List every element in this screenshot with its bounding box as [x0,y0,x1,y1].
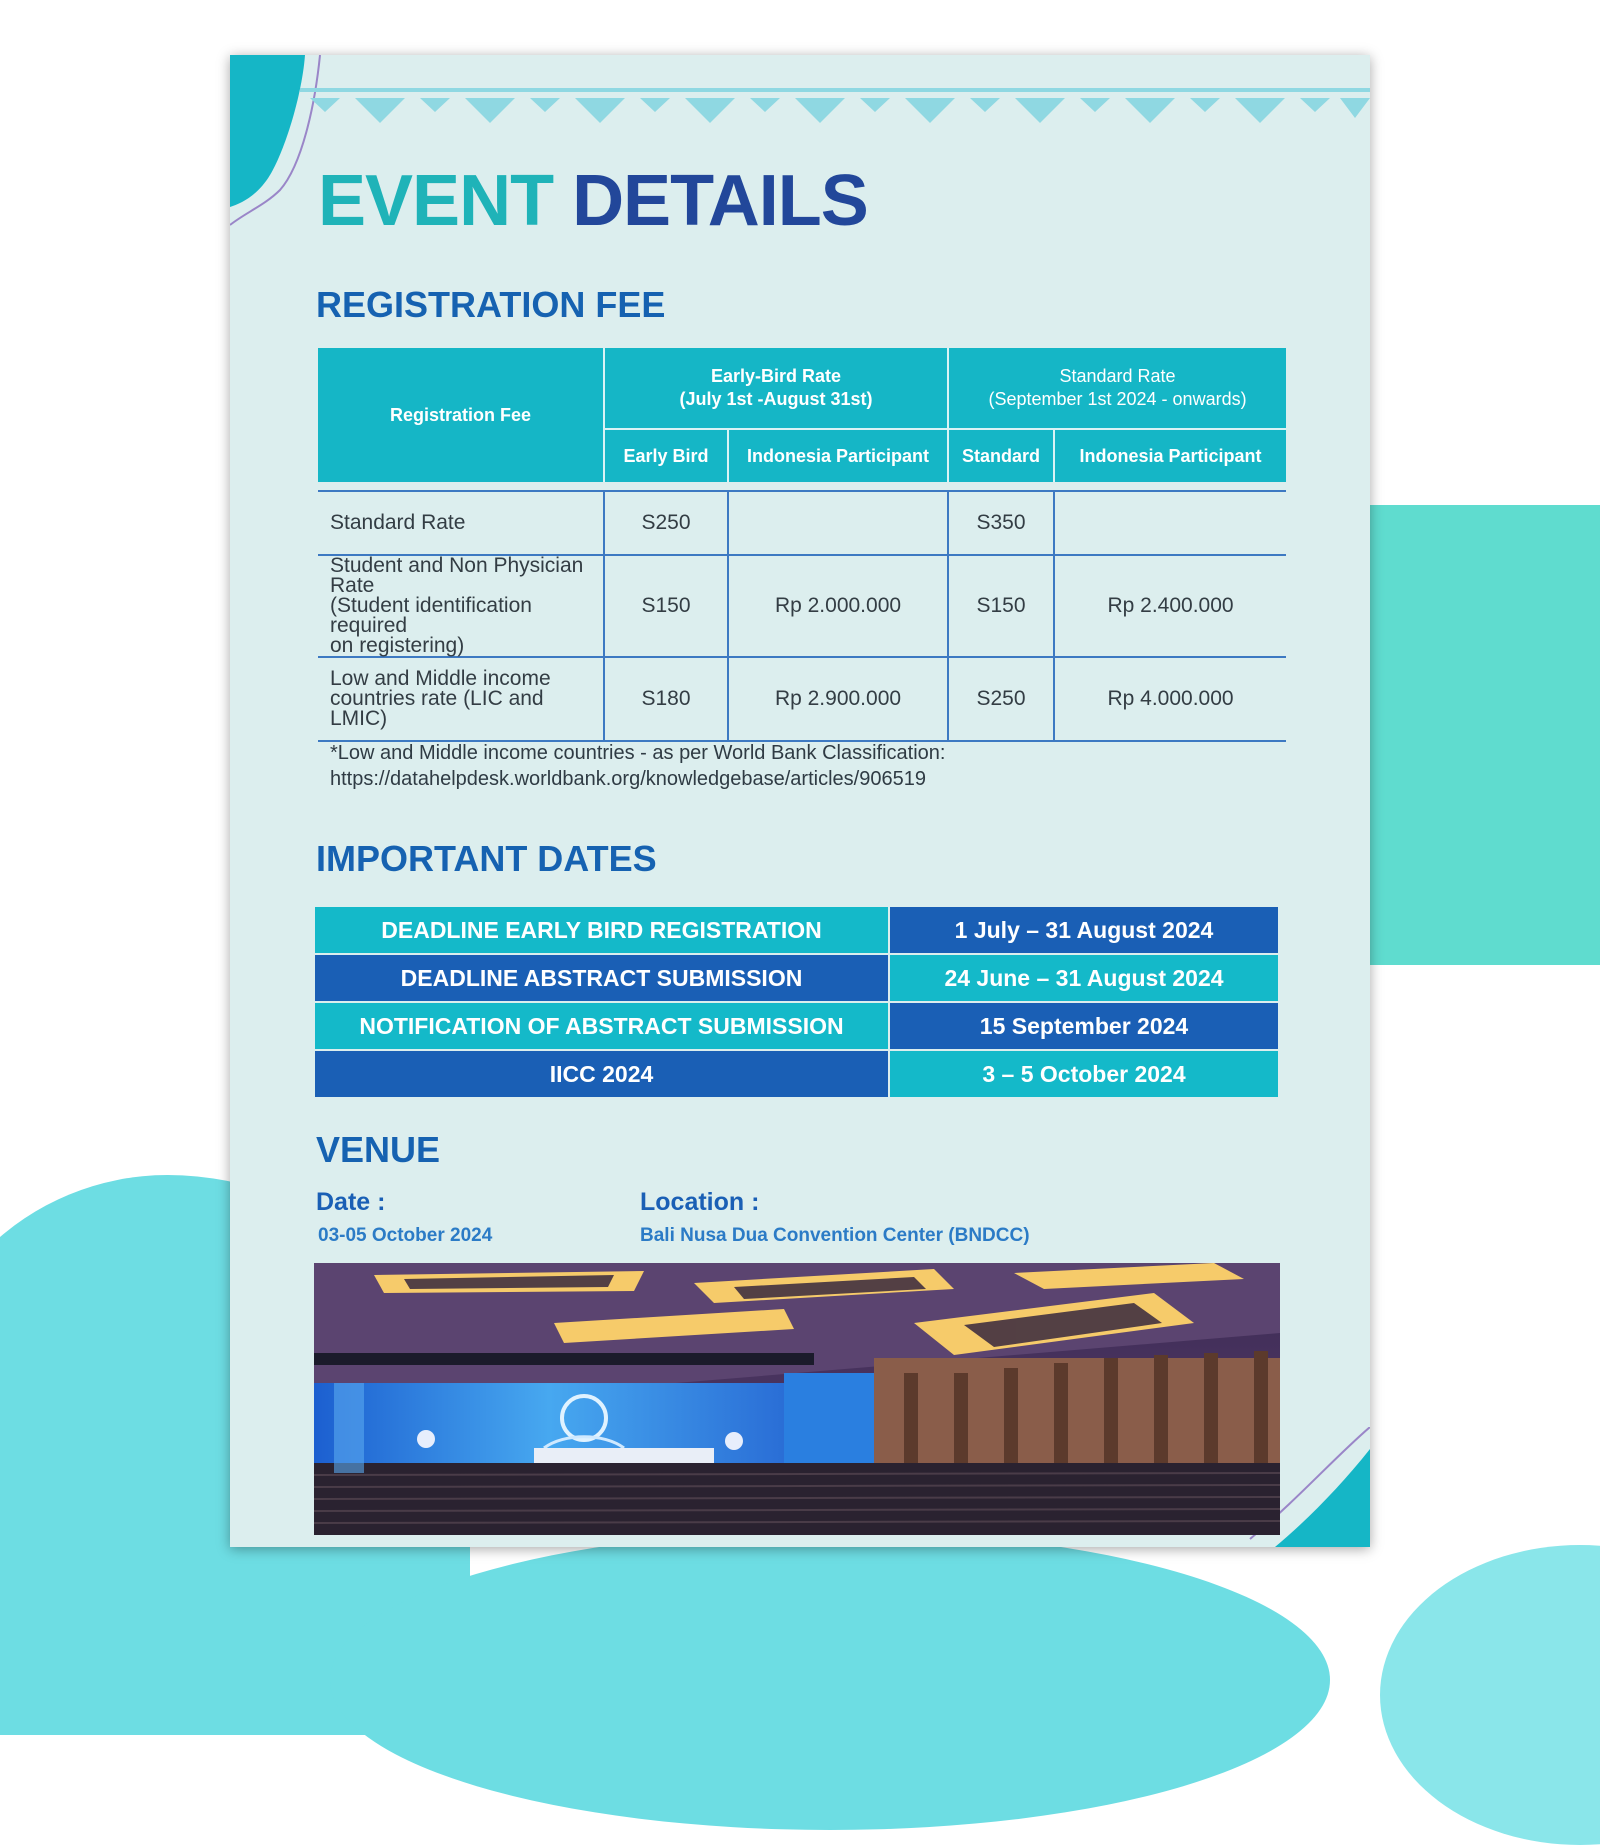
cell-standard: S150 [948,555,1054,657]
venue-photo [314,1263,1280,1535]
table-row [318,555,1286,657]
header-early-indonesia-participant: Indonesia Participant [728,429,948,482]
table-row [315,1002,1278,1050]
background-blob-bottom [330,1530,1330,1830]
table-row [318,657,1286,741]
table-row [318,491,1286,555]
registration-fee-heading: REGISTRATION FEE [316,284,666,325]
convention-hall-illustration [314,1263,1280,1535]
cell-early-indonesia: Rp 2.000.000 [728,555,948,657]
header-early-bird-rate: Early-Bird Rate (July 1st -August 31st) [604,348,948,429]
venue-date-value: 03-05 October 2024 [318,1225,493,1246]
venue-location-label: Location : [640,1188,760,1216]
row-label: Student and Non Physician Rate (Student identification required on registering) [318,555,604,657]
decorative-border-pattern [300,85,1370,135]
note-text: *Low and Middle income countries - as per World Bank Classification: [330,742,946,764]
header-early-bird: Early Bird [604,429,728,482]
cell-standard-indonesia: Rp 4.000.000 [1054,657,1286,741]
cell-early-bird: S250 [604,491,728,555]
background-blob-right [1380,1545,1600,1845]
header-standard-rate: Standard Rate (September 1st 2024 - onwards) [948,348,1286,429]
date-value: 3 – 5 October 2024 [889,1050,1278,1098]
background-teal-rectangle [1360,505,1600,965]
page-title [318,161,868,241]
important-dates-table [315,907,1278,1099]
cell-early-indonesia: Rp 2.900.000 [728,657,948,741]
note-link[interactable]: https://datahelpdesk.worldbank.org/knowledgebase/articles/906519 [330,768,926,790]
header-registration-fee: Registration Fee [318,348,604,482]
important-dates-heading: IMPORTANT DATES [316,838,657,879]
table-row [315,1050,1278,1098]
header-standard: Standard [948,429,1054,482]
registration-fee-table [318,348,1286,742]
date-label: DEADLINE ABSTRACT SUBMISSION [315,954,889,1002]
header-standard-indonesia-participant: Indonesia Participant [1054,429,1286,482]
table-row [315,954,1278,1002]
title-details: DETAILS [572,161,868,241]
row-label: Standard Rate [318,491,604,555]
date-label: IICC 2024 [315,1050,889,1098]
venue-heading: VENUE [316,1129,441,1170]
cell-standard-indonesia: Rp 2.400.000 [1054,555,1286,657]
cell-early-bird: S180 [604,657,728,741]
date-value: 15 September 2024 [889,1002,1278,1050]
title-event: EVENT [318,161,554,241]
cell-early-bird: S150 [604,555,728,657]
date-label: NOTIFICATION OF ABSTRACT SUBMISSION [315,1002,889,1050]
table-row [315,907,1278,954]
date-value: 24 June – 31 August 2024 [889,954,1278,1002]
cell-standard: S350 [948,491,1054,555]
venue-date-label: Date : [316,1188,386,1216]
row-label: Low and Middle income countries rate (LIC and LMIC) [318,657,604,741]
cell-standard-indonesia [1054,491,1286,555]
cell-early-indonesia [728,491,948,555]
world-bank-note [330,740,945,792]
cell-standard: S250 [948,657,1054,741]
venue-location-value: Bali Nusa Dua Convention Center (BNDCC) [640,1225,1030,1246]
date-value: 1 July – 31 August 2024 [889,907,1278,954]
event-details-page [230,55,1370,1547]
date-label: DEADLINE EARLY BIRD REGISTRATION [315,907,889,954]
